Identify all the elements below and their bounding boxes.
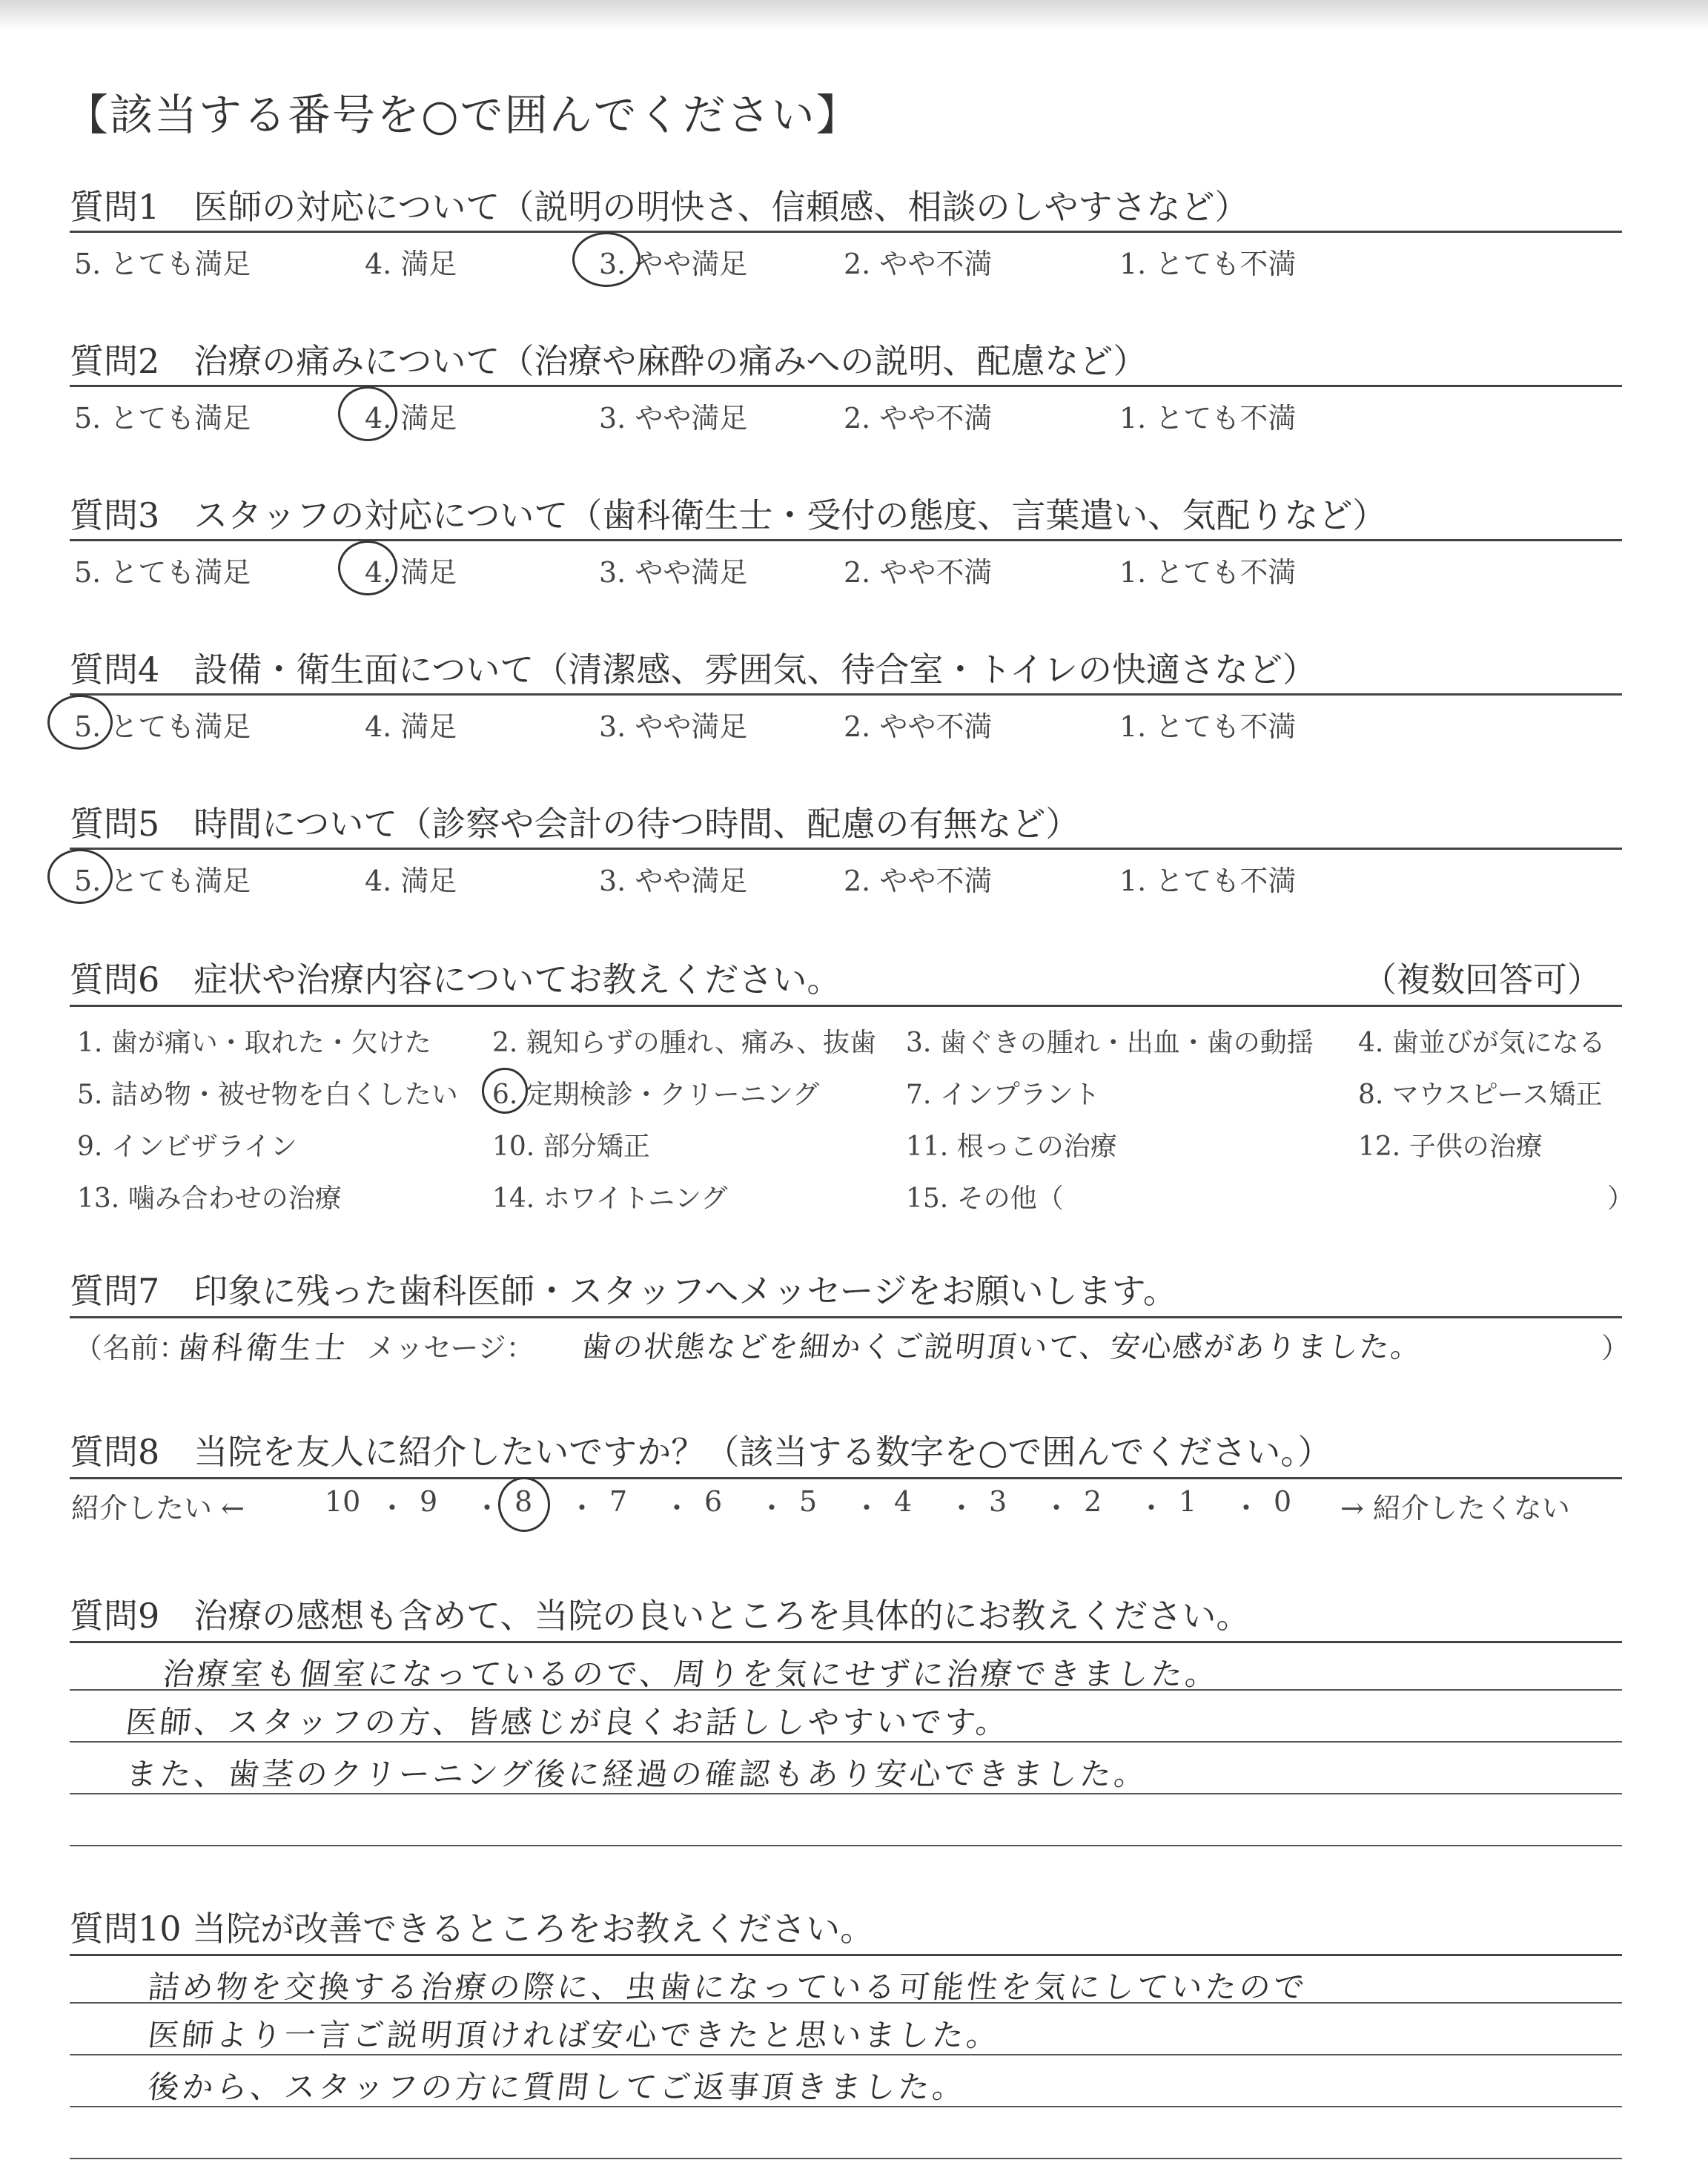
q8-scale-10[interactable]: 10 [325,1485,361,1518]
q10-handwritten-line: 後から、スタッフの方に質問してご返事頂きました。 [146,2069,969,2105]
q6-option-15[interactable]: 15. その他（ [906,1183,1064,1214]
q9-handwritten-line: 治療室も個室になっているので、周りを気にせずに治療できました。 [161,1656,1222,1692]
q3-option-1[interactable]: 1. とても不満 [1119,556,1297,589]
q8-scale-separator: ・ [947,1492,976,1525]
q6-title: 質問6 症状や治療内容についてお教えください。 [70,960,841,1000]
q8-left-label: 紹介したい ← [71,1492,245,1525]
q8-scale-9[interactable]: 9 [420,1485,438,1518]
q4-option-4[interactable]: 4. 満足 [365,710,457,743]
q6-multiple-note: （複数回答可） [1363,960,1601,1000]
q7-name-label: （名前： [74,1332,188,1364]
q1-option-1[interactable]: 1. とても不満 [1119,248,1297,280]
q2-title: 質問2 治療の痛みについて（治療や麻酔の痛みへの説明、配慮など） [70,341,1148,381]
q5-rule [70,848,1622,850]
page-header: 【該当する番号を○で囲んでください】 [65,90,861,140]
q8-scale-4[interactable]: 4 [894,1485,913,1518]
q8-scale-5[interactable]: 5 [799,1485,818,1518]
q4-option-2[interactable]: 2. やや不満 [844,710,993,743]
q8-scale-separator: ・ [473,1492,502,1525]
q5-option-1[interactable]: 1. とても不満 [1119,865,1297,897]
q8-scale-separator: ・ [378,1492,407,1525]
q8-title: 質問8 当院を友人に紹介したいですか？（該当する数字を○で囲んでください。） [70,1432,1332,1472]
q6-option-4[interactable]: 4. 歯並びが気になる [1358,1028,1606,1058]
q1-title: 質問1 医師の対応について（説明の明快さ、信頼感、相談のしやすさなど） [70,187,1249,227]
q3-title: 質問3 スタッフの対応について（歯科衛生士・受付の態度、言葉遣い、気配りなど） [70,495,1387,535]
q4-rule [70,693,1622,696]
q6-rule [70,1005,1622,1007]
q9-answer-rule [70,1641,1622,1643]
q10-handwritten-line: 詰め物を交換する治療の際に、虫歯になっている可能性を気にしていたので [146,1969,1310,2005]
q5-option-2[interactable]: 2. やや不満 [844,865,993,897]
q1-selection-circle [572,232,640,287]
q8-scale-8[interactable]: 8 [514,1485,533,1518]
q3-option-5[interactable]: 5. とても満足 [74,556,251,589]
q4-option-1[interactable]: 1. とても不満 [1119,710,1297,743]
q2-option-4[interactable]: 4. 満足 [365,402,457,435]
q8-scale-separator: ・ [568,1492,597,1525]
q5-option-5[interactable]: 5. とても満足 [74,865,251,897]
q4-selection-circle [47,695,113,750]
q2-option-2[interactable]: 2. やや不満 [844,402,993,435]
q8-scale-separator: ・ [758,1492,787,1525]
q4-option-3[interactable]: 3. やや満足 [599,710,748,743]
q5-title: 質問5 時間について（診察や会計の待つ時間、配慮の有無など） [70,804,1080,844]
q10-answer-rule [70,1954,1622,1956]
q3-option-3[interactable]: 3. やや満足 [599,556,748,589]
q8-selection-circle [498,1477,550,1532]
q8-scale-separator: ・ [853,1492,881,1525]
q6-option-7[interactable]: 7. インプラント [906,1080,1100,1110]
q5-option-4[interactable]: 4. 満足 [365,865,457,897]
q6-option-1[interactable]: 1. 歯が痛い・取れた・欠けた [77,1028,431,1058]
q8-scale-separator: ・ [1137,1492,1166,1525]
q6-option-3[interactable]: 3. 歯ぐきの腫れ・出血・歯の動揺 [906,1028,1314,1058]
q2-option-3[interactable]: 3. やや満足 [599,402,748,435]
q8-scale-0[interactable]: 0 [1274,1485,1292,1518]
q8-scale-2[interactable]: 2 [1084,1485,1102,1518]
q8-rule [70,1477,1622,1479]
q9-title: 質問9 治療の感想も含めて、当院の良いところを具体的にお教えください。 [70,1596,1251,1636]
q2-option-1[interactable]: 1. とても不満 [1119,402,1297,435]
q3-option-2[interactable]: 2. やや不満 [844,556,993,589]
q10-answer-rule [70,2158,1622,2159]
q6-option-13[interactable]: 13. 噛み合わせの治療 [77,1183,342,1214]
q8-scale-separator: ・ [663,1492,692,1525]
q9-handwritten-line: 医師、スタッフの方、皆感じが良くお話ししやすいです。 [124,1704,1012,1740]
q6-option-12[interactable]: 12. 子供の治療 [1358,1132,1543,1162]
q10-title: 質問10 当院が改善できるところをお教えください。 [70,1909,875,1949]
q6-option-5[interactable]: 5. 詰め物・被せ物を白くしたい [77,1080,458,1110]
q7-close-paren: ） [1601,1332,1630,1364]
q8-scale-separator: ・ [1232,1492,1261,1525]
q5-selection-circle [47,849,113,904]
q2-option-5[interactable]: 5. とても満足 [74,402,251,435]
q6-option-2[interactable]: 2. 親知らずの腫れ、痛み、抜歯 [492,1028,877,1058]
q4-title: 質問4 設備・衛生面について（清潔感、雰囲気、待合室・トイレの快適さなど） [70,650,1317,690]
q6-option-10[interactable]: 10. 部分矯正 [492,1132,650,1162]
q4-option-5[interactable]: 5. とても満足 [74,710,251,743]
q7-message-label: メッセージ： [367,1332,534,1364]
q7-message-value: 歯の状態などを細かくご説明頂いて、安心感がありました。 [580,1330,1424,1364]
q6-option-6[interactable]: 6. 定期検診・クリーニング [492,1080,820,1110]
q3-rule [70,539,1622,541]
q1-rule [70,231,1622,233]
q3-option-4[interactable]: 4. 満足 [365,556,457,589]
q7-title: 質問7 印象に残った歯科医師・スタッフへメッセージをお願いします。 [70,1271,1177,1311]
q6-other-close-paren: ） [1607,1183,1635,1214]
q1-option-4[interactable]: 4. 満足 [365,248,457,280]
q2-rule [70,385,1622,387]
q9-answer-rule [70,1845,1622,1846]
q8-scale-3[interactable]: 3 [989,1485,1007,1518]
q1-option-3[interactable]: 3. やや満足 [599,248,748,280]
q6-option-14[interactable]: 14. ホワイトニング [492,1183,728,1214]
q1-option-5[interactable]: 5. とても満足 [74,248,251,280]
q6-selection-circle [482,1068,528,1114]
q8-scale-1[interactable]: 1 [1179,1485,1197,1518]
q6-option-8[interactable]: 8. マウスピース矯正 [1358,1080,1603,1110]
q7-rule [70,1316,1622,1318]
q9-handwritten-line: また、歯茎のクリーニング後に経過の確認もあり安心できました。 [124,1756,1151,1792]
q6-option-11[interactable]: 11. 根っこの治療 [906,1132,1117,1162]
q8-scale-separator: ・ [1042,1492,1071,1525]
q10-handwritten-line: 医師より一言ご説明頂ければ安心できたと思いました。 [146,2017,1003,2053]
q7-name-value: 歯科衛生士 [176,1330,351,1366]
q2-selection-circle [338,386,397,441]
q1-option-2[interactable]: 2. やや不満 [844,248,993,280]
q8-right-label: → 紹介したくない [1340,1492,1570,1525]
q3-selection-circle [338,541,397,595]
q8-scale-7[interactable]: 7 [609,1485,628,1518]
q5-option-3[interactable]: 3. やや満足 [599,865,748,897]
q8-scale-6[interactable]: 6 [704,1485,723,1518]
q6-option-9[interactable]: 9. インビザライン [77,1132,297,1162]
